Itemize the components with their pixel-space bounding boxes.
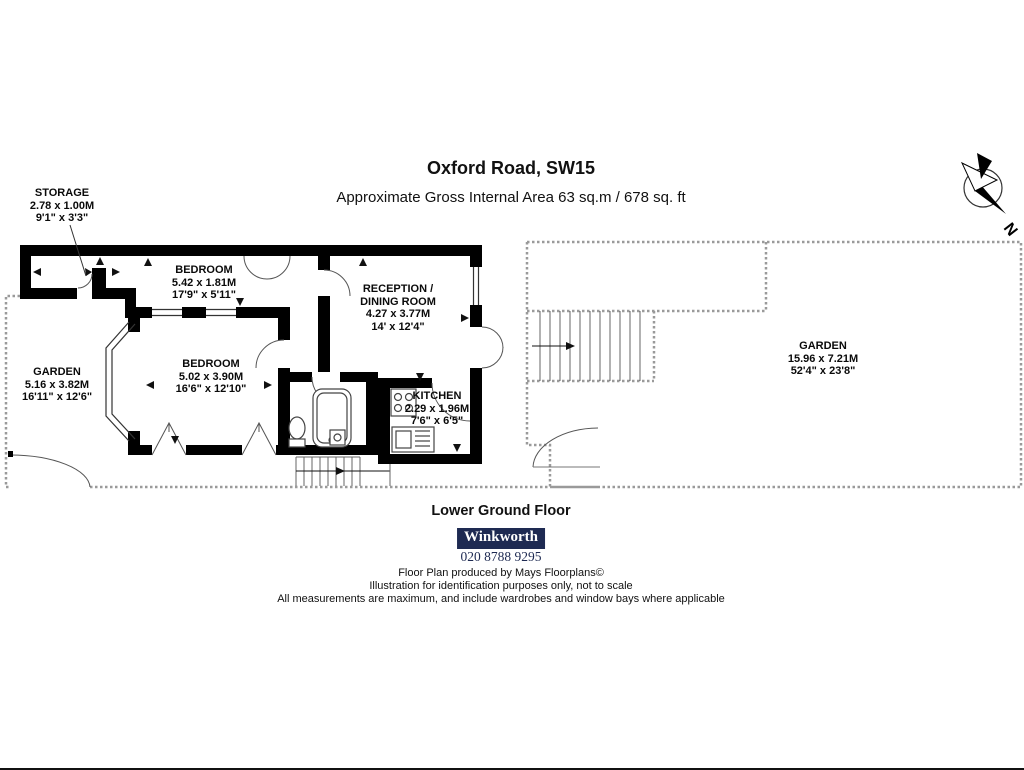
agency-phone: 020 8788 9295 bbox=[460, 549, 542, 564]
room-name: STORAGE bbox=[34, 187, 90, 199]
room-name: KITCHEN bbox=[412, 390, 462, 402]
room-size-metric: 15.96 x 7.21M bbox=[787, 352, 859, 365]
garden-stairs bbox=[532, 311, 640, 381]
room-size-imperial: 9'1" x 3'3" bbox=[35, 212, 89, 224]
room-label-garden-left bbox=[22, 366, 92, 404]
room-size-imperial: 14' x 12'4" bbox=[371, 320, 425, 333]
room-label-storage bbox=[30, 187, 94, 225]
room-size-imperial: 17'9" x 5'11" bbox=[172, 289, 236, 301]
room-label-reception bbox=[355, 283, 441, 333]
room-label-bedroom1 bbox=[172, 264, 236, 302]
toilet-icon bbox=[289, 417, 305, 447]
garden-boundary-lines bbox=[6, 242, 1021, 487]
winkworth-logo: Winkworth bbox=[457, 528, 545, 549]
footer-disclaimer: Illustration for identification purposes only, not to scale bbox=[369, 580, 633, 592]
room-size-metric: 5.16 x 3.82M bbox=[24, 378, 90, 391]
page-subtitle: Approximate Gross Internal Area 63 sq.m / 678 sq. ft bbox=[336, 189, 686, 206]
room-name: GARDEN bbox=[799, 340, 847, 352]
room-size-imperial: 7'6" x 6'5" bbox=[410, 415, 464, 427]
room-name: RECEPTION / DINING ROOM bbox=[360, 283, 436, 308]
footer-measurements-note: All measurements are maximum, and include wardrobes and window bays where applicable bbox=[277, 593, 725, 605]
storage-leader-arrow bbox=[85, 268, 92, 276]
room-size-metric: 5.42 x 1.81M bbox=[171, 276, 237, 289]
page-title: Oxford Road, SW15 bbox=[426, 158, 596, 178]
room-name: GARDEN bbox=[33, 366, 81, 378]
room-size-metric: 2.29 x 1.96M bbox=[404, 402, 470, 415]
basin-icon bbox=[330, 430, 345, 445]
room-name: BEDROOM bbox=[182, 358, 240, 370]
floor-title: Lower Ground Floor bbox=[431, 503, 571, 519]
room-size-metric: 5.02 x 3.90M bbox=[178, 370, 244, 383]
room-size-metric: 4.27 x 3.77M bbox=[365, 308, 431, 320]
room-label-bedroom2 bbox=[176, 358, 247, 396]
compass-north-icon bbox=[962, 153, 1020, 240]
kitchen-sink-icon bbox=[392, 427, 434, 452]
room-label-kitchen bbox=[405, 390, 469, 428]
room-size-metric: 2.78 x 1.00M bbox=[29, 199, 95, 212]
room-name: BEDROOM bbox=[175, 264, 233, 276]
room-size-imperial: 16'6" x 12'10" bbox=[175, 383, 247, 395]
compass-north-label: N bbox=[999, 219, 1021, 240]
footer-credit: Floor Plan produced by Mays Floorplans© bbox=[398, 567, 604, 579]
room-label-garden-right bbox=[788, 340, 858, 378]
room-size-imperial: 16'11" x 12'6" bbox=[21, 391, 93, 403]
room-size-imperial: 52'4" x 23'8" bbox=[790, 365, 856, 377]
